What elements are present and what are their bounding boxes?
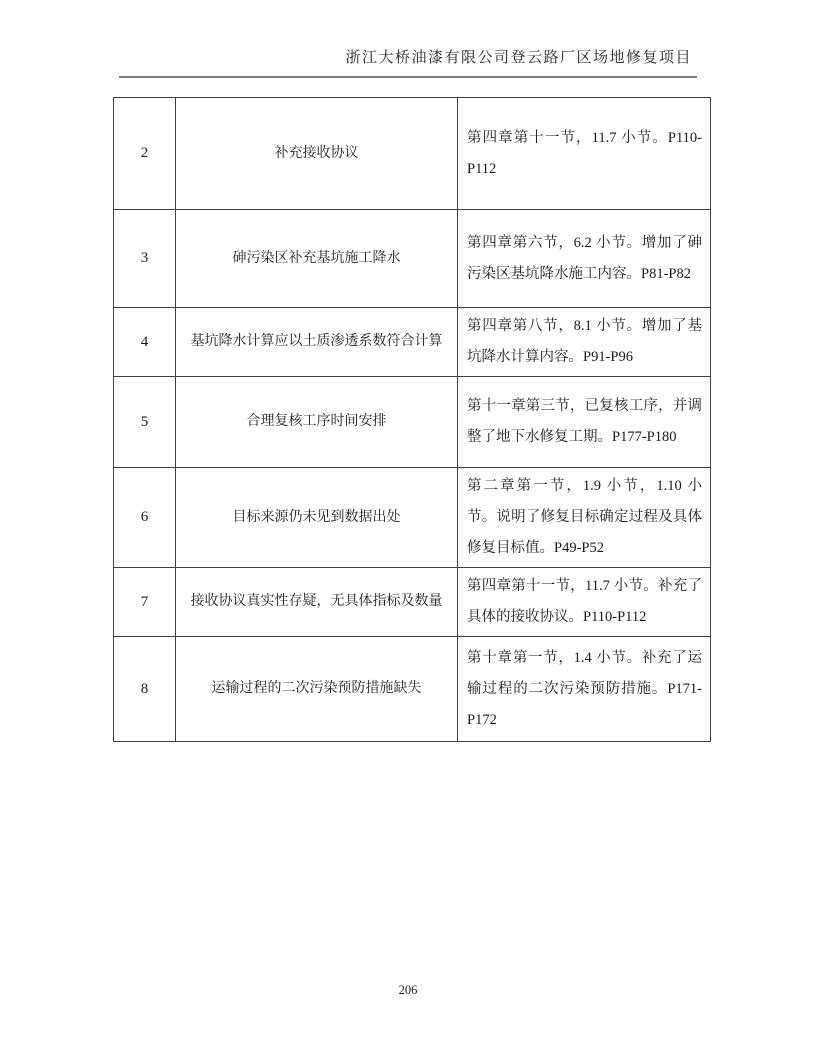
table-row	[114, 377, 711, 468]
issue-cell: 接收协议真实性存疑，无具体指标及数量	[176, 568, 458, 637]
row-number-cell: 8	[114, 637, 176, 742]
row-number-cell: 6	[114, 468, 176, 568]
table-row	[114, 308, 711, 377]
review-comments-table	[113, 97, 711, 742]
table-row	[114, 98, 711, 210]
page-number: 206	[398, 983, 418, 997]
table-row	[114, 568, 711, 637]
header-divider-line	[119, 76, 697, 78]
row-number-cell: 5	[114, 377, 176, 468]
row-number-cell: 4	[114, 308, 176, 377]
issue-cell: 运输过程的二次污染预防措施缺失	[176, 637, 458, 742]
table-row	[114, 210, 711, 308]
response-cell: 第十一章第三节，已复核工序，并调整了地下水修复工期。P177-P180	[458, 377, 711, 468]
row-number-cell: 2	[114, 98, 176, 210]
table-row	[114, 637, 711, 742]
issue-cell: 目标来源仍未见到数据出处	[176, 468, 458, 568]
issue-cell: 基坑降水计算应以土质渗透系数符合计算	[176, 308, 458, 377]
response-cell: 第四章第十一节，11.7 小节。P110-P112	[458, 98, 711, 210]
response-cell: 第四章第八节，8.1 小节。增加了基坑降水计算内容。P91-P96	[458, 308, 711, 377]
issue-cell: 砷污染区补充基坑施工降水	[176, 210, 458, 308]
response-cell: 第四章第十一节，11.7 小节。补充了具体的接收协议。P110-P112	[458, 568, 711, 637]
response-cell: 第二章第一节，1.9 小节，1.10 小节。说明了修复目标确定过程及具体修复目标值。P49-P52	[458, 468, 711, 568]
issue-cell: 补充接收协议	[176, 98, 458, 210]
issue-cell: 合理复核工序时间安排	[176, 377, 458, 468]
response-cell: 第十章第一节，1.4 小节。补充了运输过程的二次污染预防措施。P171-P172	[458, 637, 711, 742]
document-header-title: 浙江大桥油漆有限公司登云路厂区场地修复项目	[345, 50, 692, 66]
row-number-cell: 7	[114, 568, 176, 637]
row-number-cell: 3	[114, 210, 176, 308]
response-cell: 第四章第六节，6.2 小节。增加了砷污染区基坑降水施工内容。P81-P82	[458, 210, 711, 308]
table-row	[114, 468, 711, 568]
